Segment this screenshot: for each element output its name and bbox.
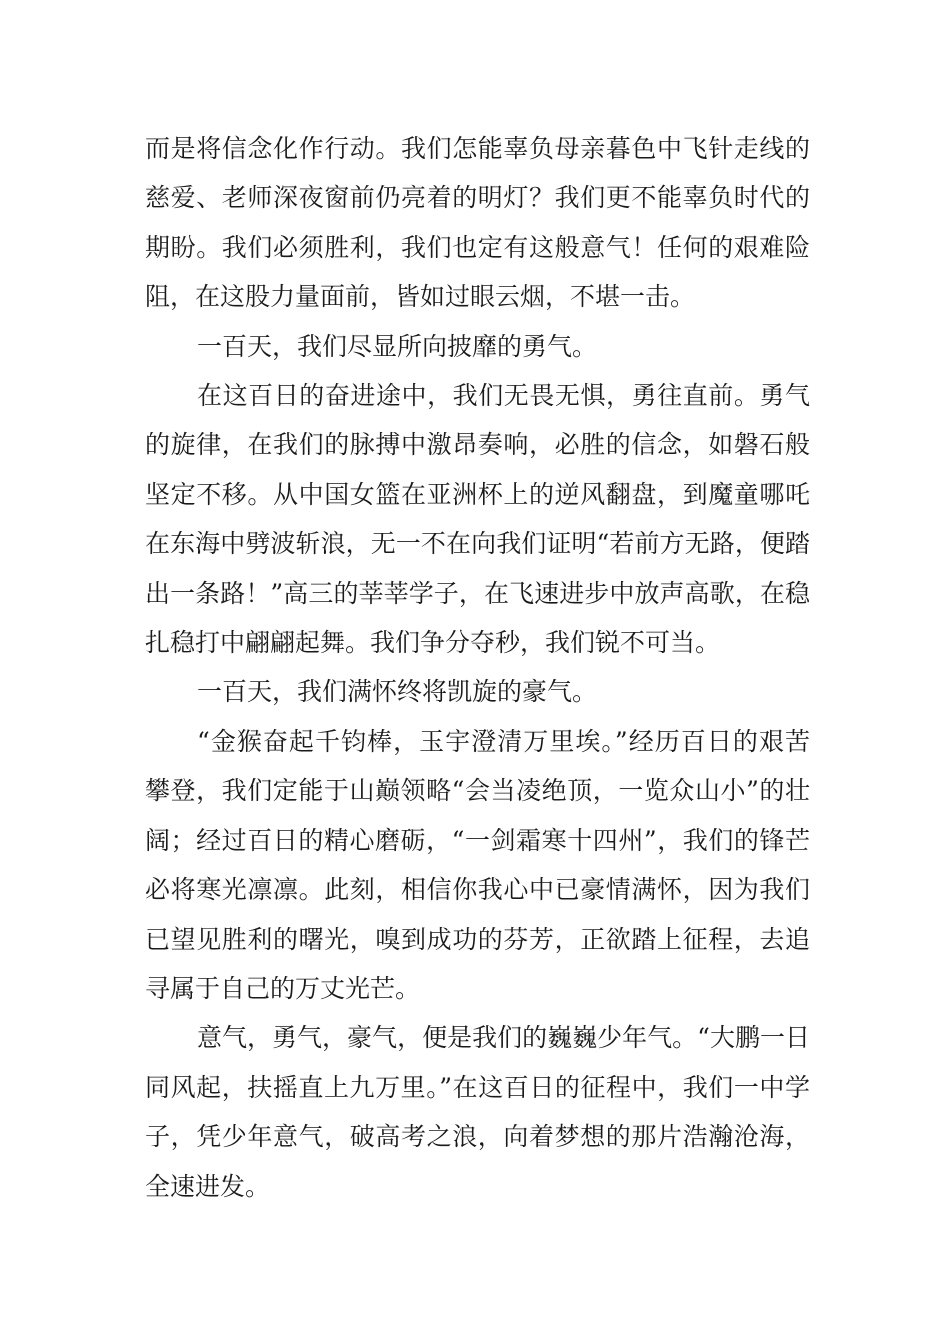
paragraph-courage-heading: 一百天，我们尽显所向披靡的勇气。 — [197, 331, 598, 361]
paragraph-courage-body: 在这百日的奋进途中，我们无畏无惧，勇往直前。勇气的旋律，在我们的脉搏中激昂奏响，必胜的信念，如磐石般坚定不移。从中国女篮在亚洲杯上的逆风翻盘，到魔童哪吒在东海中劈波斩浪，无一不在向我们证明“若前方无路，便踏出一条路！”高三的莘莘学子，在飞速进步中放声高歌，在稳扎稳打中翩翩起舞。我们争分夺秒，我们锐不可当。 — [145, 381, 810, 658]
paragraph-heroism-heading: 一百天，我们满怀终将凯旋的豪气。 — [197, 677, 598, 707]
body-text — [145, 124, 810, 1211]
paragraph-continuation: 而是将信念化作行动。我们怎能辜负母亲暮色中飞针走线的慈爱、老师深夜窗前仍亮着的明灯？我们更不能辜负时代的期盼。我们必须胜利，我们也定有这般意气！任何的艰难险阻，在这股力量面前，皆如过眼云烟，不堪一击。 — [145, 134, 810, 312]
paragraph-conclusion: 意气，勇气，豪气，便是我们的巍巍少年气。“大鹏一日同风起，扶摇直上九万里。”在这百日的征程中，我们一中学子，凭少年意气，破高考之浪，向着梦想的那片浩瀚沧海，全速进发。 — [145, 1023, 810, 1201]
paragraph-heroism-body: “金猴奋起千钧棒，玉宇澄清万里埃。”经历百日的艰苦攀登，我们定能于山巅领略“会当凌绝顶，一览众山小”的壮阔；经过百日的精心磨砺，“一剑霜寒十四州”，我们的锋芒必将寒光凛凛。此刻，相信你我心中已豪情满怀，因为我们已望见胜利的曙光，嗅到成功的芬芳，正欲踏上征程，去追寻属于自己的万丈光芒。 — [145, 726, 810, 1003]
